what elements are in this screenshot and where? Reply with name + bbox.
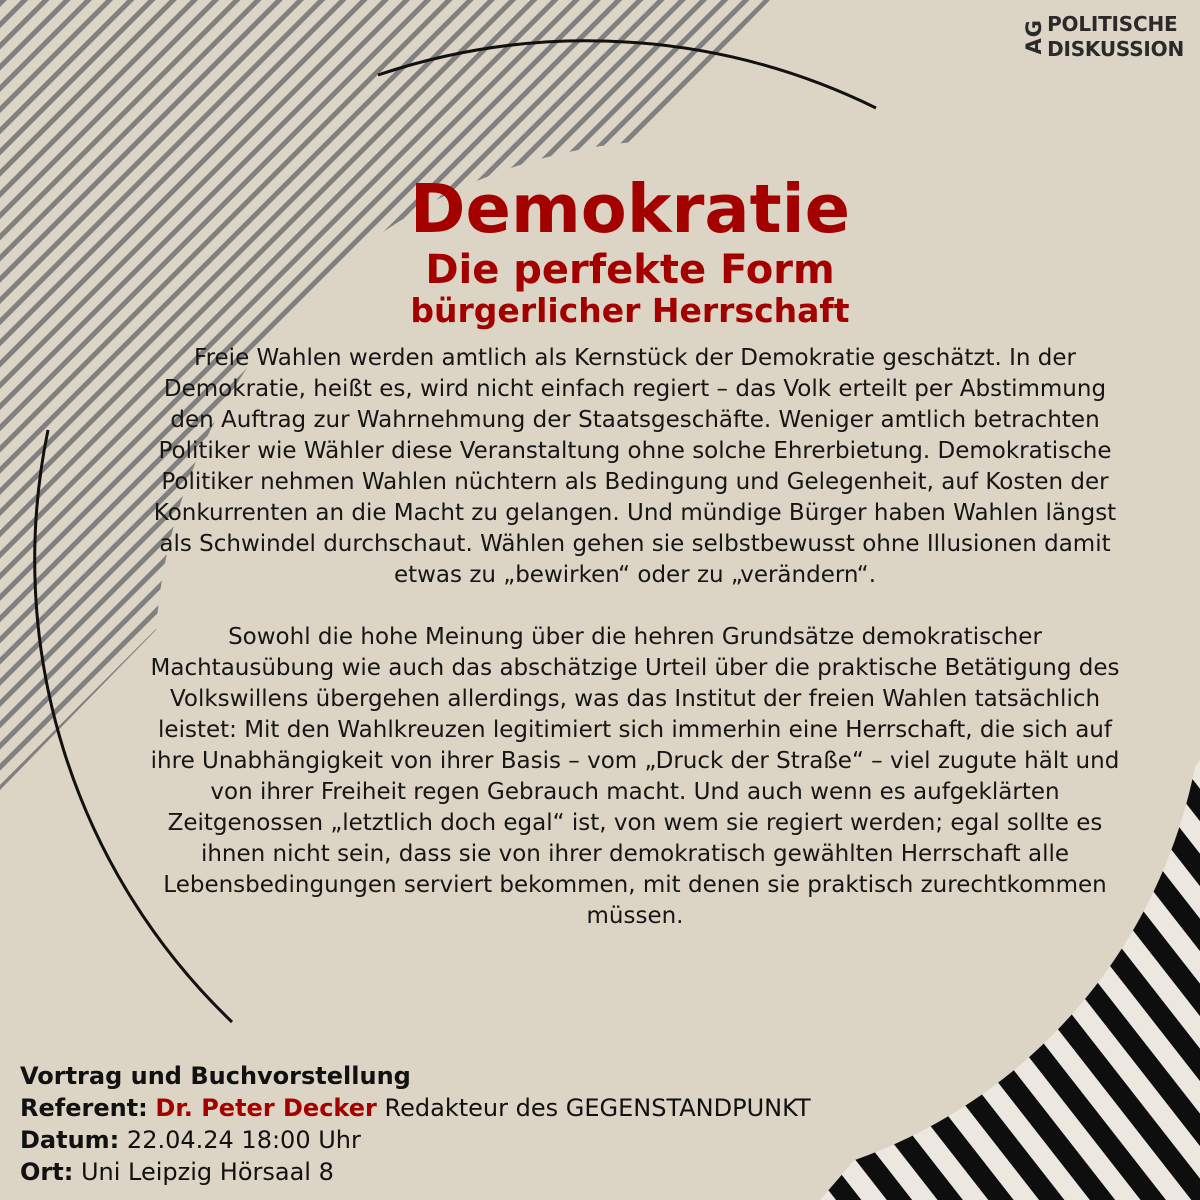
place-label: Ort: <box>20 1158 74 1186</box>
date-value: 22.04.24 18:00 Uhr <box>126 1126 361 1154</box>
logo-ag-letters: AG <box>1022 19 1047 55</box>
place-value: Uni Leipzig Hörsaal 8 <box>80 1158 334 1186</box>
heading <box>0 170 1200 330</box>
event-date-row <box>20 1124 811 1156</box>
event-type <box>20 1060 811 1092</box>
logo-wordmark <box>1047 12 1184 62</box>
event-place-row <box>20 1156 811 1188</box>
logo-line-1: POLITISCHE <box>1047 12 1178 36</box>
speaker-name: Dr. Peter Decker <box>155 1094 377 1122</box>
event-speaker-row <box>20 1092 811 1124</box>
speaker-label: Referent: <box>20 1094 148 1122</box>
speaker-role: Redakteur des GEGENSTANDPUNKT <box>384 1094 811 1122</box>
paragraph-1: Freie Wahlen werden amtlich als Kernstück der Demokratie geschätzt. In der Demokratie, heißt es, wird nicht einfach regiert – das Volk erteilt per Abstimmung den Auftrag zur Wahrnehmung der Staatsgeschäfte. Weniger amtlich betrachten Politiker wie Wähler diese Veranstaltung ohne solche Ehrerbietung. Demokratische Politiker nehmen Wahlen nüchtern als Bedingung und Gelegenheit, auf Kosten der Konkurrenten an die Macht zu gelangen. Und mündige Bürger haben Wahlen längst als Schwindel durchschaut. Wählen gehen sie selbstbewusst ohne Illusionen damit etwas zu „bewirken“ oder zu „verändern“. <box>153 345 1117 588</box>
subtitle-line-2: bürgerlicher Herrschaft <box>410 291 850 330</box>
subtitle-line-1: Die perfekte Form <box>425 247 835 293</box>
body-text <box>140 343 1130 932</box>
page-title: Demokratie <box>409 170 851 248</box>
event-info <box>20 1060 811 1188</box>
logo-line-2: DISKUSSION <box>1047 37 1184 61</box>
date-label: Datum: <box>20 1126 120 1154</box>
paragraph-2: Sowohl die hohe Meinung über die hehren Grundsätze demokratischer Machtausübung wie auch das abschätzige Urteil über die praktische Betätigung des Volkswillens übergehen allerdings, was das Institut der freien Wahlen tatsächlich leistet: Mit den Wahlkreuzen legitimiert sich immerhin eine Herrschaft, die sich auf ihre Unabhängigkeit von ihrer Basis – vom „Druck der Straße“ – viel zugute hält und von ihrer Freiheit regen Gebrauch macht. Und auch wenn es aufgeklärten Zeitgenossen „letztlich doch egal“ ist, von wem sie regiert werden; egal sollte es ihnen nicht sein, dass sie von ihrer demokratisch gewählten Herrschaft alle Lebensbedingungen serviert bekommen, mit denen sie praktisch zurechtkommen müssen. <box>150 624 1120 929</box>
ag-logo <box>1023 12 1184 62</box>
event-type-label: Vortrag und Buchvorstellung <box>20 1062 411 1090</box>
